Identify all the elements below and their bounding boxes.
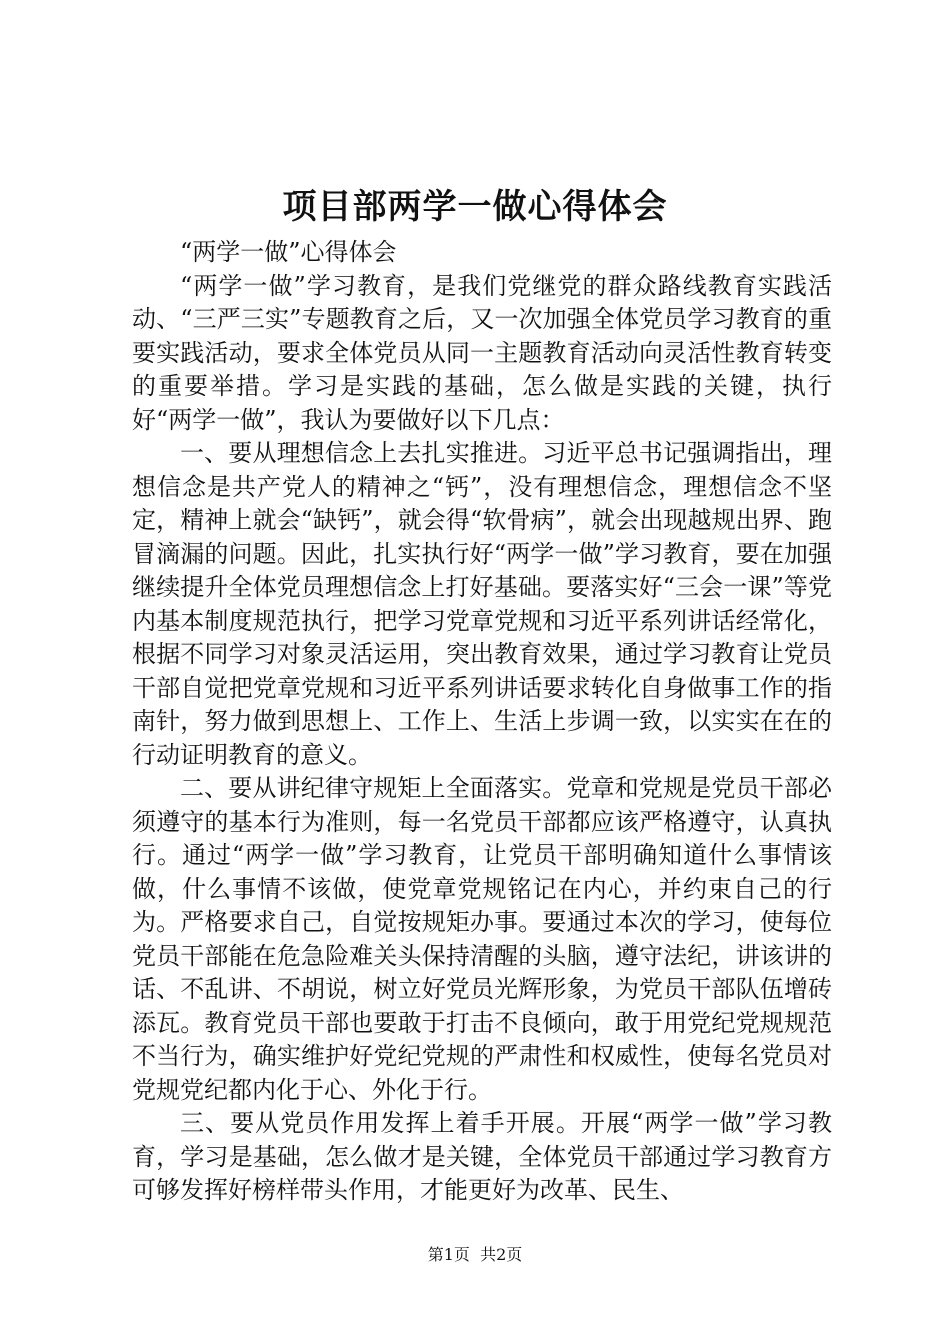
page-total: 共2页: [480, 1245, 523, 1264]
paragraph-intro: “两学一做”学习教育，是我们党继党的群众路线教育实践活动、“三严三实”专题教育之后，又一次加强全体党员学习教育的重要实践活动，要求全体党员从同一主题教育活动向灵活性教育转变的重要举措。学习是实践的基础，怎么做是实践的关键，执行好“两学一做”，我认为要做好以下几点：: [132, 271, 832, 434]
document-body: [132, 236, 832, 1208]
paragraph-point-2: 二、要从讲纪律守规矩上全面落实。党章和党规是党员干部必须遵守的基本行为准则，每一名党员干部都应该严格遵守，认真执行。通过“两学一做”学习教育，让党员干部明确知道什么事情该做，什么事情不该做，使党章党规铭记在内心，并约束自己的行为。严格要求自己，自觉按规矩办事。要通过本次的学习，使每位党员干部能在危急险难关头保持清醒的头脑，遵守法纪，讲该讲的话、不乱讲、不胡说，树立好党员光辉形象，为党员干部队伍增砖添瓦。教育党员干部也要敢于打击不良倾向，敢于用党纪党规规范不当行为，确实维护好党纪党规的严肃性和权威性，使每名党员对党规党纪都内化于心、外化于行。: [132, 774, 832, 1104]
paragraph-point-1: 一、要从理想信念上去扎实推进。习近平总书记强调指出，理想信念是共产党人的精神之“钙”，没有理想信念，理想信念不坚定，精神上就会“缺钙”，就会得“软骨病”，就会出现越规出界、跑冒滴漏的问题。因此，扎实执行好“两学一做”学习教育，要在加强继续提升全体党员理想信念上打好基础。要落实好“三会一课”等党内基本制度规范执行，把学习党章党规和习近平系列讲话经常化，根据不同学习对象灵活运用，突出教育效果，通过学习教育让党员干部自觉把党章党规和习近平系列讲话要求转化自身做事工作的指南针，努力做到思想上、工作上、生活上步调一致，以实实在在的行动证明教育的意义。: [132, 439, 832, 769]
page-footer: [0, 1244, 950, 1266]
document-subtitle: “两学一做”心得体会: [180, 238, 397, 266]
document-title: 项目部两学一做心得体会: [282, 187, 668, 227]
page-number: 第1页: [427, 1245, 470, 1264]
paragraph-point-3: 三、要从党员作用发挥上着手开展。开展“两学一做”学习教育，学习是基础，怎么做才是关键，全体党员干部通过学习教育方可够发挥好榜样带头作用，才能更好为改革、民生、: [132, 1109, 832, 1204]
